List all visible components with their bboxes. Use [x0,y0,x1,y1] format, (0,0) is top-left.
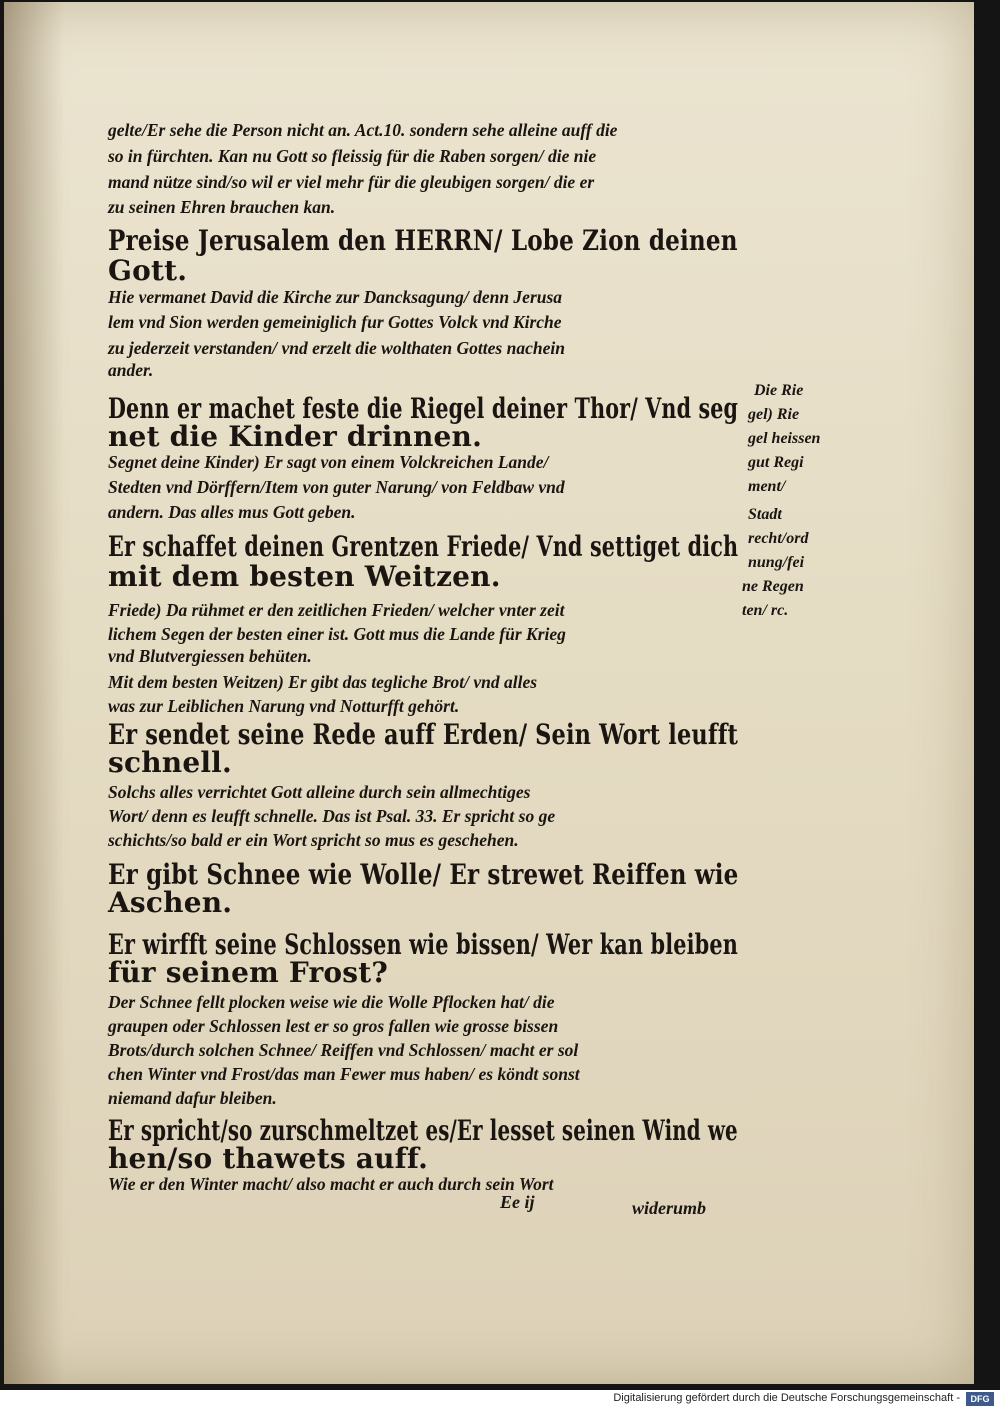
verse-line: Aschen. [108,886,233,919]
margin-note-line: nung/fei [748,554,805,571]
margin-note-line: ne Regen [742,578,804,595]
gloss-line: so in fürchten. Kan nu Gott so fleissig für die Raben sorgen/ die nie [108,146,597,166]
document-page [4,2,974,1384]
margin-note-line: Die Rie [754,382,804,399]
gloss-line: Brots/durch solchen Schnee/ Reiffen vnd Schlossen/ macht er sol [108,1040,579,1060]
verse-line: net die Kinder drinnen. [108,420,483,453]
gloss-line: lichem Segen der besten einer ist. Gott mus die Lande für Krieg [108,624,566,644]
gloss-line: ander. [108,360,154,380]
verse-line: Denn er machet feste die Riegel deiner Thor/ Vnd seg [108,392,739,425]
gloss-line: Wie er den Winter macht/ also macht er auch durch sein Wort [108,1174,554,1194]
verse-line: Er schaffet deinen Grentzen Friede/ Vnd settiget dich [108,530,739,563]
verse-line: hen/so thawets auff. [108,1142,429,1175]
verse-line: Gott. [108,254,188,287]
gloss-line: was zur Leiblichen Narung vnd Notturfft gehört. [108,696,460,716]
footer-credit: Digitalisierung gefördert durch die Deutsche Forschungsgemeinschaft - [613,1392,960,1404]
gloss-line: andern. Das alles mus Gott geben. [108,502,356,522]
gloss-line: Friede) Da rühmet er den zeitlichen Frieden/ welcher vnter zeit [108,600,565,620]
gloss-line: zu seinen Ehren brauchen kan. [108,197,336,217]
gloss-line: Stedten vnd Dörffern/Item von guter Narung/ von Feldbaw vnd [108,477,565,497]
verse-line: Er spricht/so zurschmeltzet es/Er lesset seinen Wind we [108,1114,738,1147]
verse-line: Preise Jerusalem den HERRN/ Lobe Zion deinen [108,224,738,257]
gloss-line: vnd Blutvergiessen behüten. [108,646,312,666]
gloss-line: lem vnd Sion werden gemeiniglich fur Gottes Volck vnd Kirche [108,312,562,332]
verse-line: Er gibt Schnee wie Wolle/ Er strewet Reiffen wie [108,858,739,891]
dfg-logo: DFG [966,1392,994,1406]
gloss-line: schichts/so bald er ein Wort spricht so mus es geschehen. [108,830,519,850]
signature-mark: Ee ij [500,1192,535,1212]
gloss-line: Segnet deine Kinder) Er sagt von einem Volckreichen Lande/ [108,452,549,472]
margin-note-line: gut Regi [748,454,804,471]
margin-note-line: gel heissen [748,430,821,447]
margin-note-line: recht/ord [748,530,809,547]
margin-note-line: ment/ [748,478,786,495]
verse-line: Er sendet seine Rede auff Erden/ Sein Wort leufft [108,718,739,751]
gloss-line: Mit dem besten Weitzen) Er gibt das tegliche Brot/ vnd alles [108,672,538,692]
verse-line: mit dem besten Weitzen. [108,560,501,593]
gloss-line: niemand dafur bleiben. [108,1088,277,1108]
gloss-line: Wort/ denn es leufft schnelle. Das ist Psal. 33. Er spricht so ge [108,806,556,826]
footer-bar [0,1390,1000,1409]
gloss-line: Hie vermanet David die Kirche zur Dancksagung/ denn Jerusa [108,287,563,307]
verse-line: schnell. [108,746,232,779]
margin-note-line: ten/ rc. [742,602,789,619]
gloss-line: Solchs alles verrichtet Gott alleine durch sein allmechtiges [108,782,531,802]
gloss-line: Der Schnee fellt plocken weise wie die Wolle Pflocken hat/ die [108,992,555,1012]
gloss-line: mand nütze sind/so wil er viel mehr für die gleubigen sorgen/ die er [108,172,595,192]
gloss-line: graupen oder Schlossen lest er so gros fallen wie grosse bissen [108,1016,559,1036]
margin-note-line: Stadt [748,506,782,523]
verse-line: Er wirfft seine Schlossen wie bissen/ Wer kan bleiben [108,928,738,961]
catchword: widerumb [632,1198,707,1218]
gloss-line: zu jederzeit verstanden/ vnd erzelt die wolthaten Gottes nachein [108,338,565,358]
margin-note-line: gel) Rie [748,406,800,423]
verse-line: für seinem Frost? [108,956,388,989]
gloss-line: gelte/Er sehe die Person nicht an. Act.10. sondern sehe alleine auff die [108,120,618,140]
gloss-line: chen Winter vnd Frost/das man Fewer mus haben/ es köndt sonst [108,1064,580,1084]
